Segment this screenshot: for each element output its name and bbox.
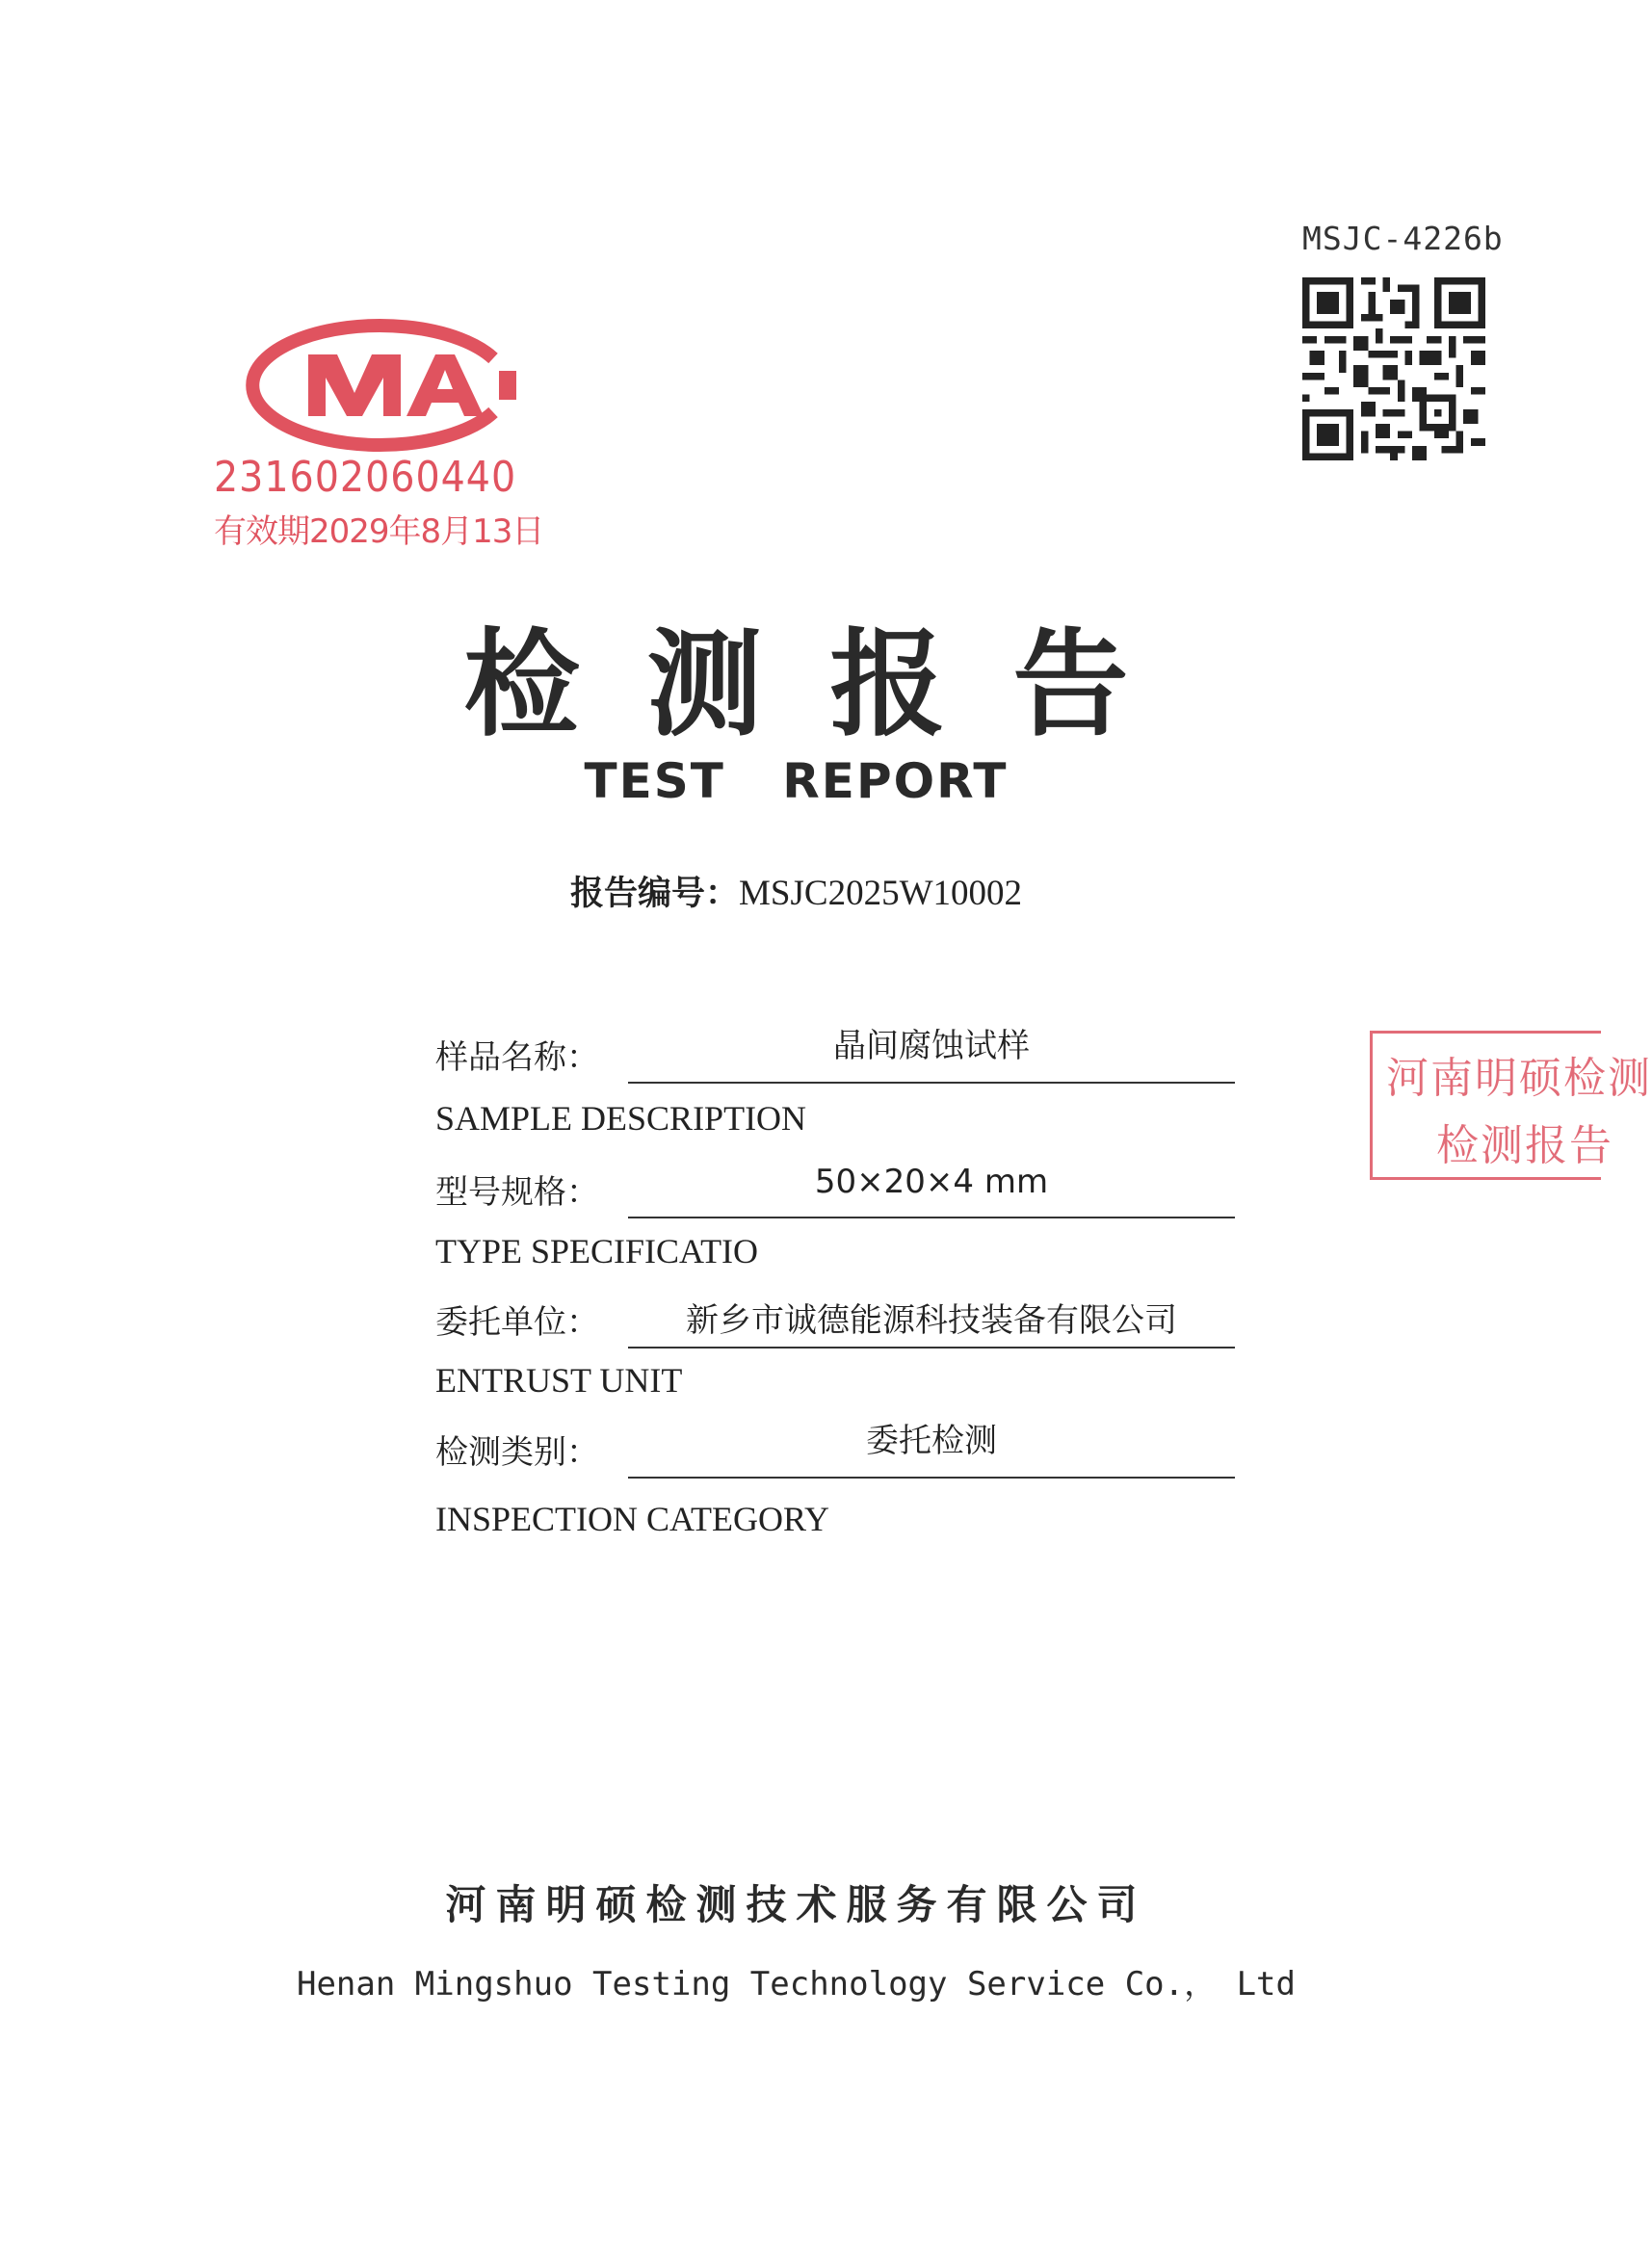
type-spec-row bbox=[435, 1161, 1235, 1218]
inspection-category-value: 委托检测 bbox=[866, 1422, 997, 1460]
qr-code-icon bbox=[1302, 277, 1485, 460]
type-spec-label: 型号规格： bbox=[435, 1173, 599, 1212]
inspection-category-label-en: INSPECTION CATEGORY bbox=[435, 1500, 830, 1538]
edge-seal-stamp bbox=[1370, 1031, 1652, 1180]
report-number-label: 报告编号： bbox=[570, 875, 740, 913]
company-name-english: Henan Mingshuo Testing Technology Service Co.， Ltd bbox=[296, 1965, 1297, 2003]
type-spec-underline bbox=[628, 1217, 1235, 1218]
company-name-chinese: 河南明硕检测技术服务有限公司 bbox=[445, 1881, 1147, 1928]
edge-seal-line-1: 河南明硕检测 bbox=[1386, 1054, 1652, 1103]
inspection-category-underline bbox=[628, 1477, 1235, 1479]
document-code: MSJC-4226b bbox=[1302, 220, 1504, 257]
sample-name-label: 样品名称： bbox=[435, 1038, 599, 1077]
sample-name-row bbox=[435, 1026, 1235, 1084]
edge-seal-line-2: 检测报告 bbox=[1436, 1121, 1613, 1170]
sample-name-underline bbox=[628, 1082, 1235, 1084]
cma-valid-until: 有效期2029年8月13日 bbox=[214, 512, 544, 551]
cma-certification-stamp bbox=[214, 318, 544, 559]
type-specification-label-en: TYPE SPECIFICATIO bbox=[435, 1232, 759, 1270]
inspection-category-row bbox=[435, 1421, 1235, 1479]
sample-name-value: 晶间腐蚀试样 bbox=[833, 1027, 1030, 1065]
entrust-unit-label: 委托单位： bbox=[435, 1303, 599, 1342]
cma-logo-icon bbox=[241, 318, 520, 453]
cma-certificate-number: 231602060440 bbox=[214, 453, 517, 502]
sample-description-label-en: SAMPLE DESCRIPTION bbox=[435, 1099, 807, 1138]
report-number bbox=[0, 867, 1592, 915]
type-spec-value: 50×20×4 mm bbox=[814, 1163, 1049, 1201]
entrust-unit-value: 新乡市诚德能源科技装备有限公司 bbox=[686, 1301, 1177, 1340]
entrust-unit-row bbox=[435, 1291, 1235, 1349]
report-title-chinese: 检测报告 bbox=[463, 616, 1196, 752]
report-number-value: MSJC2025W10002 bbox=[739, 874, 1022, 913]
report-title-english: TEST REPORT bbox=[584, 753, 1009, 809]
entrust-unit-underline bbox=[628, 1347, 1235, 1349]
inspection-category-label: 检测类别： bbox=[435, 1433, 599, 1472]
entrust-unit-label-en: ENTRUST UNIT bbox=[435, 1361, 683, 1400]
